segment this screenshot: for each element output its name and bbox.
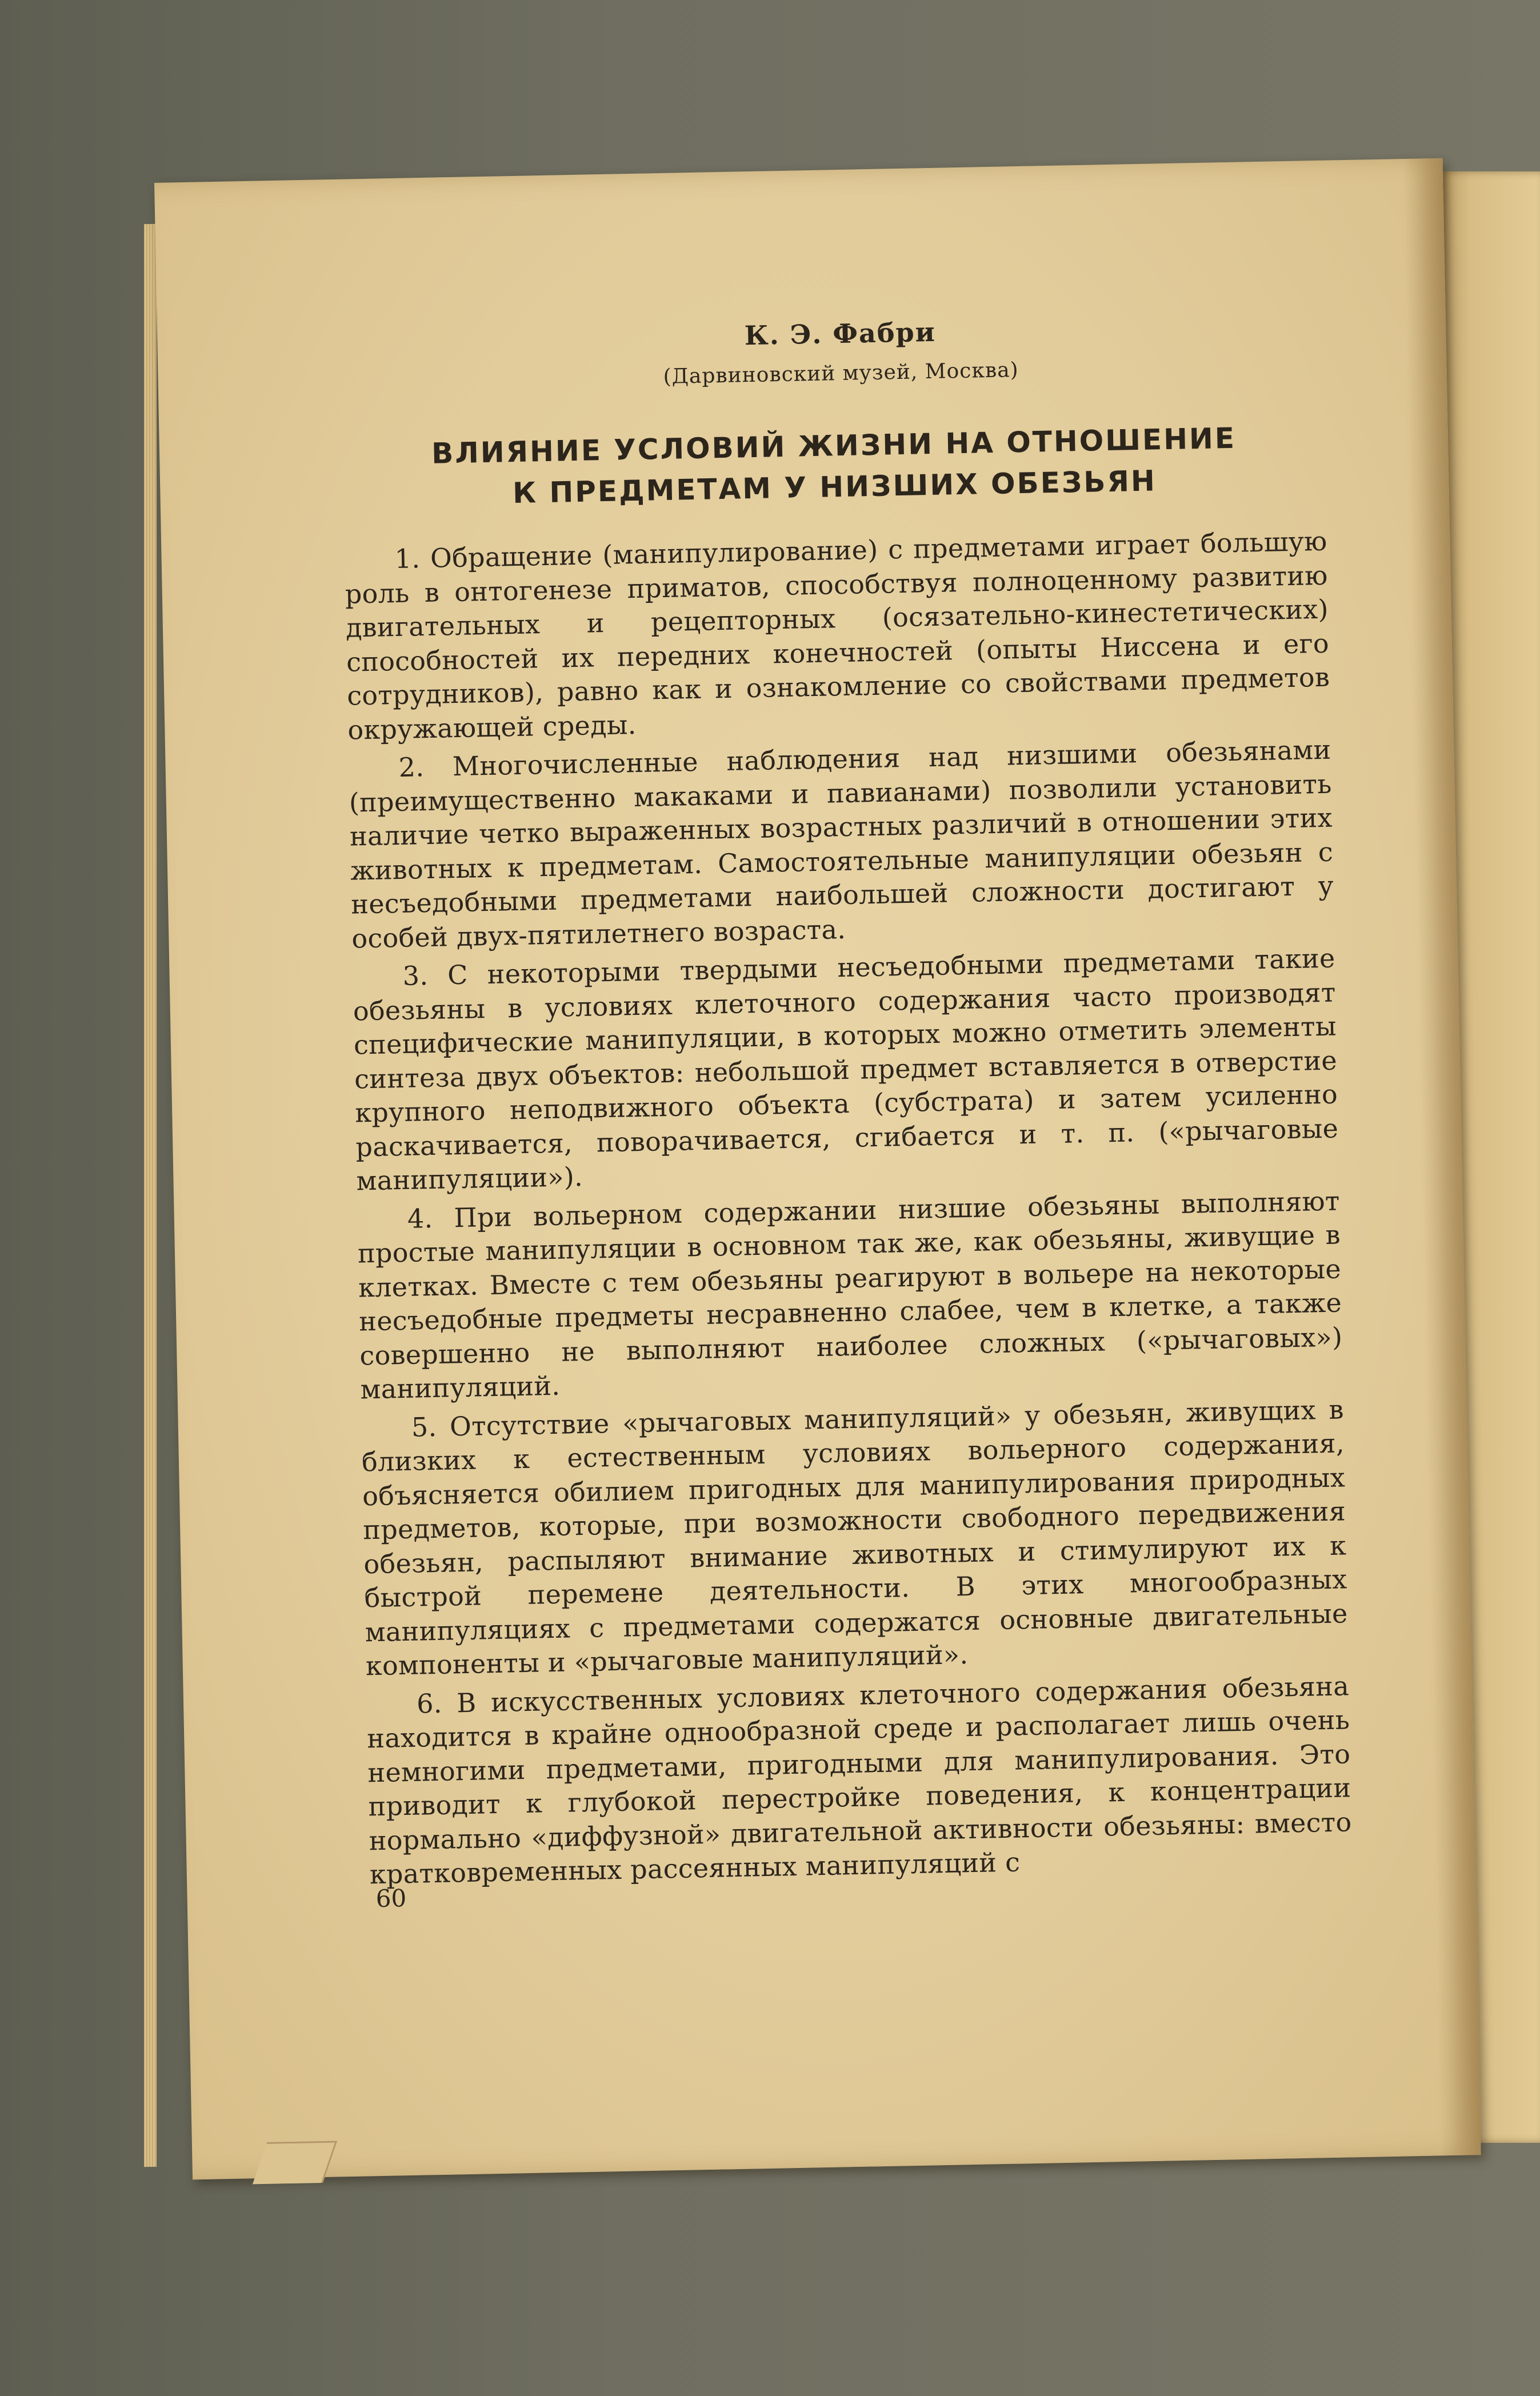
paragraph-1: 1. Обращение (манипулирование) с предметами играет большую роль в онтогенезе приматов, способствуя полноценному развитию двигательных и рецепторных (осязательно-кинестетических) способностей их передних конечностей (опыты Ниссена и его сотрудников), равно как и ознакомление со свойствами предметов окружающей среды. bbox=[345, 525, 1330, 746]
paragraph-5: 5. Отсутствие «рычаговых манипуляций» у обезьян, живущих в близких к естественным условиях вольерного содержания, объясняется обилием пригодных для манипулирования природных предметов, которые, при возможности свободного передвижения обезьян, распыляют внимание животных и стимулируют их к быстрой перемене деятельности. В этих многообразных манипуляциях с предметами содержатся основные двигательные компоненты и «рычаговые манипуляций». bbox=[361, 1393, 1348, 1682]
book-page bbox=[154, 158, 1481, 2180]
page-number: 60 bbox=[375, 1884, 407, 1913]
title-line: ВЛИЯНИЕ УСЛОВИЙ ЖИЗНИ НА ОТНОШЕНИЕ bbox=[431, 421, 1237, 470]
paragraph-6: 6. В искусственных условиях клеточного содержания обезьяна находится в крайне однообразной среде и располагает лишь очень немногими предметами, пригодными для манипулирования. Это приводит к глубокой перестройке поведения, к концентрации нормально «диффузной» двигательной активности обезьяны: вместо кратковременных рассеянных манипуляций с bbox=[366, 1670, 1352, 1890]
paragraph-2: 2. Многочисленные наблюдения над низшими обезьянами (преимущественно макаками и павианами) позволили установить наличие четко выраженных возрастных различий в отношении этих животных к предметам. Самостоятельные манипуляции обезьян с несъедобными предметами наибольшей сложности достигают у особей двух-пятилетнего возраста. bbox=[349, 734, 1334, 954]
page-text bbox=[340, 309, 1353, 1897]
paragraph-3: 3. С некоторыми твердыми несъедобными предметами такие обезьяны в условиях клеточного содержания часто производят специфические манипуляции, в которых можно отметить элементы синтеза двух объектов: небольшой предмет вставляется в отверстие крупного неподвижного объекта (субстрата) и затем усиленно раскачивается, поворачивается, сгибается и т. п. («рычаговые манипуляции»). bbox=[353, 942, 1339, 1197]
torn-corner bbox=[253, 2141, 337, 2184]
paragraph-4: 4. При вольерном содержании низшие обезьяны выполняют простые манипуляции в основном так же, как обезьяны, живущие в клетках. Вместе с тем обезьяны реагируют в вольере на некоторые несъедобные предметы несравненно слабее, чем в клетке, а также совершенно не выполняют наиболее сложных («рычаговых») манипуляций. bbox=[357, 1185, 1343, 1405]
author-affiliation: (Дарвиновский музей, Москва) bbox=[663, 358, 1019, 389]
article-title bbox=[342, 416, 1326, 517]
author-name: К. Э. Фабри bbox=[744, 316, 937, 351]
title-line: К ПРЕДМЕТАМ У НИЗШИХ ОБЕЗЬЯН bbox=[512, 464, 1157, 510]
page-stack-edge bbox=[144, 224, 157, 2167]
